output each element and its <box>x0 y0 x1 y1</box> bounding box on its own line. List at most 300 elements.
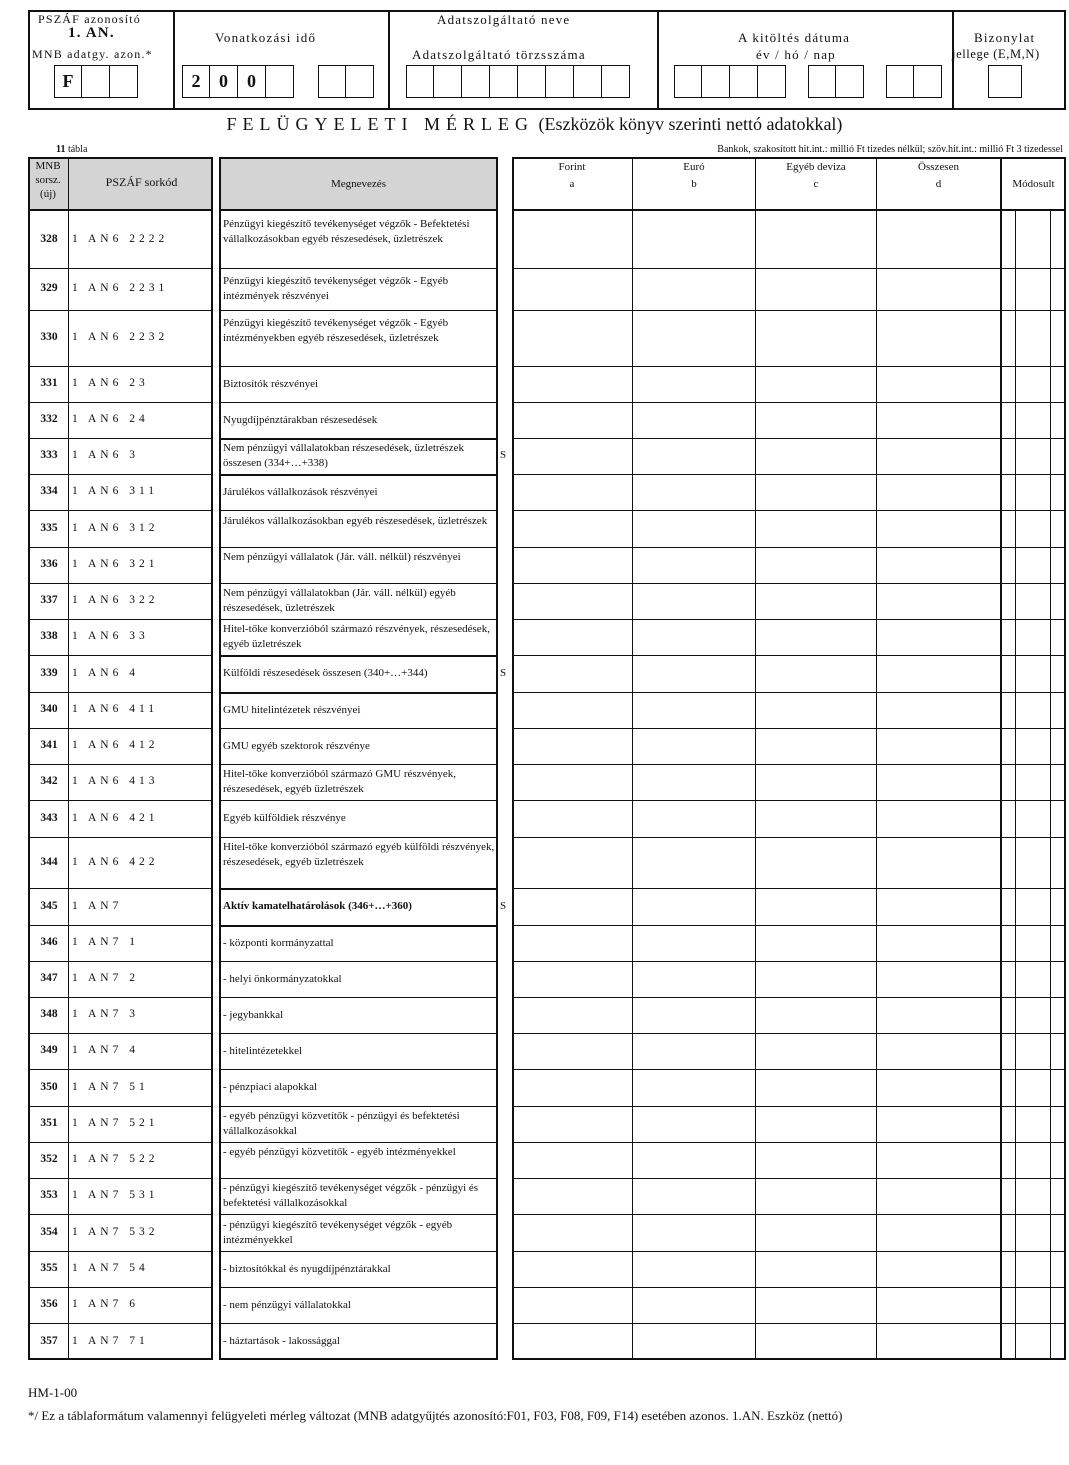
cell-modified[interactable] <box>1017 1107 1049 1141</box>
fill-date-label: A kitöltés dátuma <box>738 30 851 45</box>
cell-euro[interactable] <box>634 269 754 309</box>
cell-total[interactable] <box>878 1070 999 1105</box>
cell-euro[interactable] <box>634 729 754 763</box>
table-row <box>0 1033 1069 1069</box>
cell-forint[interactable] <box>513 765 632 799</box>
row-number: 355 <box>40 1262 58 1274</box>
provider-id-cell[interactable] <box>406 65 434 98</box>
provider-id-cell[interactable] <box>574 65 602 98</box>
row-label: - hitelintézetekkel <box>223 1044 303 1057</box>
cell-other[interactable] <box>757 548 875 582</box>
cell-forint[interactable] <box>513 584 632 618</box>
cell-total[interactable] <box>878 765 999 799</box>
row-label: - egyéb pénzügyi közvetítők - pénzügyi és befektetési vállalkozásokkal <box>223 1110 460 1137</box>
fill-date-cells-day <box>886 65 942 98</box>
row-code: 1 AN7 6 <box>72 1298 139 1310</box>
cell-forint[interactable] <box>513 656 632 691</box>
cell-other[interactable] <box>757 1034 875 1068</box>
cell-forint[interactable] <box>513 998 632 1032</box>
cell-euro[interactable] <box>634 584 754 618</box>
cell-forint[interactable] <box>513 729 632 763</box>
row-number: 328 <box>40 232 58 245</box>
table-row <box>0 1287 1069 1323</box>
cell-forint[interactable] <box>513 475 632 509</box>
row-number: 339 <box>40 666 58 679</box>
cell-modified[interactable] <box>1017 656 1049 691</box>
cell-modified[interactable] <box>1017 475 1049 509</box>
cell-euro[interactable] <box>634 511 754 546</box>
cell-euro[interactable] <box>634 475 754 509</box>
pszaf-label: PSZÁF azonosító <box>38 12 142 26</box>
cell-total[interactable] <box>878 1252 999 1286</box>
cell-total[interactable] <box>878 403 999 437</box>
cell-modified[interactable] <box>1017 367 1049 401</box>
cell-other[interactable] <box>757 1215 875 1250</box>
cell-modified[interactable] <box>1017 1324 1049 1359</box>
mnb-cell[interactable] <box>82 65 110 98</box>
row-code: 1 AN6 412 <box>72 739 159 751</box>
table-row <box>0 402 1069 438</box>
cell-total[interactable] <box>878 801 999 836</box>
fill-date-sub: év / hó / nap <box>756 47 836 62</box>
cell-other[interactable] <box>757 1070 875 1105</box>
cell-euro[interactable] <box>634 1070 754 1105</box>
row-label: - egyéb pénzügyi közvetítők - egyéb intézményekkel <box>223 1146 456 1158</box>
ref-time-cell[interactable]: 0 <box>238 65 266 98</box>
table-row <box>0 655 1069 692</box>
fill-date-cell[interactable] <box>808 65 836 98</box>
cell-euro[interactable] <box>634 548 754 582</box>
cell-forint[interactable] <box>513 367 632 401</box>
cell-forint[interactable] <box>513 1288 632 1322</box>
cell-other[interactable] <box>757 269 875 309</box>
ref-time-cell[interactable]: 2 <box>182 65 210 98</box>
cell-other[interactable] <box>757 212 875 267</box>
mnb-cell[interactable] <box>110 65 138 98</box>
header-divider <box>173 12 175 108</box>
cell-modified[interactable] <box>1017 998 1049 1032</box>
cell-forint[interactable] <box>513 403 632 437</box>
row-code: 1 AN6 24 <box>72 413 149 425</box>
fill-date-cell[interactable] <box>836 65 864 98</box>
doc-type-cell[interactable] <box>988 65 1022 98</box>
table-row <box>0 547 1069 583</box>
row-number: 331 <box>40 377 58 389</box>
col-other-sub: c <box>813 178 819 190</box>
row-label: - helyi önkormányzatokkal <box>223 972 342 985</box>
cell-total[interactable] <box>878 311 999 365</box>
cell-other[interactable] <box>757 962 875 996</box>
row-code: 1 AN6 3 <box>72 449 139 461</box>
row-number: 354 <box>40 1225 58 1238</box>
cell-other[interactable] <box>757 367 875 401</box>
cell-euro[interactable] <box>634 998 754 1032</box>
fill-date-cells-year <box>674 65 786 98</box>
cell-total[interactable] <box>878 1034 999 1068</box>
form-id: 1. AN. <box>68 25 115 41</box>
ref-time-cell[interactable] <box>266 65 294 98</box>
cell-other[interactable] <box>757 801 875 836</box>
table-row <box>0 800 1069 837</box>
cell-other[interactable] <box>757 1107 875 1141</box>
row-number: 332 <box>40 413 58 425</box>
cell-forint[interactable] <box>513 212 632 267</box>
row-label: GMU hitelintézetek részvényei <box>223 703 361 716</box>
cell-forint[interactable] <box>513 1070 632 1105</box>
cell-modified[interactable] <box>1017 889 1049 924</box>
row-number: 356 <box>40 1298 58 1310</box>
row-number: 349 <box>40 1044 58 1056</box>
cell-forint[interactable] <box>513 1252 632 1286</box>
cell-modified[interactable] <box>1017 1143 1049 1177</box>
cell-total[interactable] <box>878 962 999 996</box>
cell-modified[interactable] <box>1017 548 1049 582</box>
cell-other[interactable] <box>757 439 875 473</box>
doc-type-cells <box>988 65 1022 98</box>
row-label: GMU egyéb szektorok részvénye <box>223 739 370 752</box>
row-code: 1 AN6 422 <box>72 855 159 868</box>
table-row <box>0 268 1069 310</box>
col-name-header: Megnevezés <box>331 178 386 190</box>
row-code: 1 AN6 411 <box>72 703 159 715</box>
table-row <box>0 925 1069 961</box>
cell-forint[interactable] <box>513 1107 632 1141</box>
cell-total[interactable] <box>878 548 999 582</box>
cell-modified[interactable] <box>1017 1288 1049 1322</box>
row-number: 334 <box>40 485 58 497</box>
cell-forint[interactable] <box>513 838 632 887</box>
row-code: 1 AN6 2231 <box>72 282 169 294</box>
row-label: - központi kormányzattal <box>223 936 334 949</box>
row-label: - háztartások - lakossággal <box>223 1335 340 1347</box>
table-row <box>0 510 1069 547</box>
cell-forint[interactable] <box>513 511 632 546</box>
table-row <box>0 1106 1069 1142</box>
doc-type-sub: jellege (E,M,N) <box>952 47 1040 61</box>
sum-flag: S <box>500 899 507 912</box>
cell-euro[interactable] <box>634 1143 754 1177</box>
cell-other[interactable] <box>757 1288 875 1322</box>
cell-modified[interactable] <box>1017 838 1049 887</box>
cell-euro[interactable] <box>634 1179 754 1213</box>
cell-euro[interactable] <box>634 838 754 887</box>
cell-total[interactable] <box>878 439 999 473</box>
cell-euro[interactable] <box>634 656 754 691</box>
row-number: 352 <box>40 1153 58 1165</box>
cell-other[interactable] <box>757 998 875 1032</box>
cell-euro[interactable] <box>634 403 754 437</box>
cell-forint[interactable] <box>513 620 632 654</box>
cell-modified[interactable] <box>1017 962 1049 996</box>
cell-modified[interactable] <box>1017 311 1049 365</box>
cell-total[interactable] <box>878 511 999 546</box>
fill-date-cell[interactable] <box>886 65 914 98</box>
row-label: - jegybankkal <box>223 1008 284 1021</box>
provider-id-cells <box>406 65 630 98</box>
cell-modified[interactable] <box>1017 1179 1049 1213</box>
cell-forint[interactable] <box>513 439 632 473</box>
cell-total[interactable] <box>878 1288 999 1322</box>
units-note: Bankok, szakosított hit.int.: millió Ft tizedes nélkül; szöv.hit.int.: millió Ft 3 tizedessel <box>717 144 1063 155</box>
row-code: 1 AN7 71 <box>72 1334 149 1347</box>
cell-modified[interactable] <box>1017 439 1049 473</box>
cell-forint[interactable] <box>513 269 632 309</box>
cell-other[interactable] <box>757 1252 875 1286</box>
cell-euro[interactable] <box>634 801 754 836</box>
col-forint-header: Forint <box>558 161 586 173</box>
cell-modified[interactable] <box>1017 620 1049 654</box>
cell-euro[interactable] <box>634 1252 754 1286</box>
provider-id-cell[interactable] <box>602 65 630 98</box>
table-row <box>0 837 1069 888</box>
page-title <box>0 114 1069 135</box>
table-row <box>0 764 1069 800</box>
row-label: Hitel-tőke konverzióból származó részvények, részesedések, egyéb üzletrészek <box>223 623 490 650</box>
cell-total[interactable] <box>878 1179 999 1213</box>
row-label: Nem pénzügyi vállalatokban (Jár. váll. nélkül) egyéb részesedések, üzletrészek <box>223 587 456 614</box>
provider-id-cell[interactable] <box>434 65 462 98</box>
row-code: 1 AN7 2 <box>72 972 139 984</box>
cell-euro[interactable] <box>634 1215 754 1250</box>
cell-other[interactable] <box>757 926 875 960</box>
table-row <box>0 888 1069 925</box>
col-euro-sub: b <box>691 178 697 190</box>
cell-other[interactable] <box>757 656 875 691</box>
cell-forint[interactable] <box>513 548 632 582</box>
row-code: 1 AN7 4 <box>72 1044 139 1056</box>
fill-date-cell[interactable] <box>702 65 730 98</box>
cell-forint[interactable] <box>513 693 632 727</box>
cell-forint[interactable] <box>513 1215 632 1250</box>
cell-total[interactable] <box>878 1215 999 1250</box>
cell-other[interactable] <box>757 765 875 799</box>
cell-total[interactable] <box>878 212 999 267</box>
cell-euro[interactable] <box>634 311 754 365</box>
cell-euro[interactable] <box>634 765 754 799</box>
row-number: 330 <box>40 331 58 343</box>
mnb-label: MNB adatgy. azon.* <box>32 47 153 61</box>
cell-modified[interactable] <box>1017 765 1049 799</box>
title-sub: (Eszközök könyv szerinti nettó adatokkal) <box>538 114 843 134</box>
cell-forint[interactable] <box>513 801 632 836</box>
cell-other[interactable] <box>757 620 875 654</box>
row-number: 357 <box>40 1334 58 1347</box>
cell-other[interactable] <box>757 693 875 727</box>
mnb-id-cells <box>54 65 138 98</box>
cell-other[interactable] <box>757 403 875 437</box>
cell-modified[interactable] <box>1017 511 1049 546</box>
row-number: 342 <box>40 775 58 787</box>
fill-date-cell[interactable] <box>914 65 942 98</box>
cell-total[interactable] <box>878 838 999 887</box>
row-number: 343 <box>40 811 58 824</box>
cell-total[interactable] <box>878 1143 999 1177</box>
cell-total[interactable] <box>878 693 999 727</box>
cell-euro[interactable] <box>634 693 754 727</box>
cell-euro[interactable] <box>634 926 754 960</box>
cell-forint[interactable] <box>513 1143 632 1177</box>
row-number: 329 <box>40 282 58 294</box>
cell-euro[interactable] <box>634 1288 754 1322</box>
col-modified-header: Módosult <box>1012 178 1055 190</box>
ref-time-cell[interactable] <box>318 65 346 98</box>
table-row <box>0 1323 1069 1360</box>
row-number: 351 <box>40 1117 58 1129</box>
cell-forint[interactable] <box>513 1324 632 1359</box>
row-label: - biztosítókkal és nyugdíjpénztárakkal <box>223 1262 391 1275</box>
cell-modified[interactable] <box>1017 584 1049 618</box>
col-total-header: Összesen <box>918 161 959 173</box>
fill-date-cell[interactable] <box>758 65 786 98</box>
footer-note: */ Ez a táblaformátum valamennyi felügyeleti mérleg változat (MNB adatgyűjtés azonosító:F01, F03, F08, F09, F14) esetében azonos. 1.AN. Eszköz (nettó) <box>28 1408 843 1423</box>
table-row <box>0 692 1069 728</box>
provider-id-label: Adatszolgáltató törzsszáma <box>412 47 586 62</box>
row-label: - pénzpiaci alapokkal <box>223 1081 318 1093</box>
provider-id-cell[interactable] <box>546 65 574 98</box>
cell-total[interactable] <box>878 729 999 763</box>
cell-modified[interactable] <box>1017 1215 1049 1250</box>
cell-modified[interactable] <box>1017 403 1049 437</box>
row-label: Pénzügyi kiegészítő tevékenységet végzők - Egyéb intézmények részvényei <box>223 275 449 302</box>
cell-other[interactable] <box>757 475 875 509</box>
cell-modified[interactable] <box>1017 926 1049 960</box>
cell-euro[interactable] <box>634 1107 754 1141</box>
cell-total[interactable] <box>878 656 999 691</box>
table-row <box>0 1214 1069 1251</box>
cell-euro[interactable] <box>634 212 754 267</box>
row-number: 350 <box>40 1080 58 1093</box>
row-code: 1 AN6 33 <box>72 630 149 642</box>
cell-modified[interactable] <box>1017 269 1049 309</box>
table-row <box>0 1251 1069 1287</box>
row-number: 346 <box>40 936 58 948</box>
cell-euro[interactable] <box>634 962 754 996</box>
cell-forint[interactable] <box>513 962 632 996</box>
provider-id-cell[interactable] <box>490 65 518 98</box>
cell-total[interactable] <box>878 889 999 924</box>
table-row <box>0 997 1069 1033</box>
row-code: 1 AN6 322 <box>72 594 159 606</box>
table-row <box>0 1142 1069 1178</box>
row-label: - nem pénzügyi vállalatokkal <box>223 1298 351 1311</box>
row-code: 1 AN7 3 <box>72 1008 139 1020</box>
row-code: 1 AN6 23 <box>72 377 149 389</box>
cell-other[interactable] <box>757 1179 875 1213</box>
row-label: Hitel-tőke konverzióból származó GMU részvények, részesedések, egyéb üzletrészek <box>223 768 457 795</box>
table-row <box>0 310 1069 366</box>
cell-other[interactable] <box>757 729 875 763</box>
cell-euro[interactable] <box>634 1324 754 1359</box>
cell-euro[interactable] <box>634 439 754 473</box>
row-label: Külföldi részesedések összesen (340+…+344) <box>223 667 428 679</box>
cell-total[interactable] <box>878 1324 999 1359</box>
fill-date-cell[interactable] <box>730 65 758 98</box>
row-number: 344 <box>40 855 58 868</box>
mnb-cell[interactable]: F <box>54 65 82 98</box>
cell-other[interactable] <box>757 584 875 618</box>
fill-date-cell[interactable] <box>674 65 702 98</box>
table-row <box>0 1178 1069 1214</box>
row-code: 1 AN6 2232 <box>72 331 169 343</box>
cell-other[interactable] <box>757 1143 875 1177</box>
cell-forint[interactable] <box>513 1034 632 1068</box>
row-number: 347 <box>40 972 58 984</box>
row-label: Pénzügyi kiegészítő tevékenységet végzők - Befektetési vállalkozásokban egyéb részesedések, üzletrészek <box>223 218 470 245</box>
cell-total[interactable] <box>878 475 999 509</box>
cell-other[interactable] <box>757 838 875 887</box>
header-divider <box>388 12 390 108</box>
cell-modified[interactable] <box>1017 1070 1049 1105</box>
cell-total[interactable] <box>878 367 999 401</box>
table-no: 11 <box>56 144 66 155</box>
table-row <box>0 583 1069 619</box>
row-code: 1 AN6 311 <box>72 485 159 497</box>
cell-modified[interactable] <box>1017 1252 1049 1286</box>
ref-time-cell[interactable] <box>346 65 374 98</box>
sum-flag: S <box>500 666 507 679</box>
row-number: 341 <box>40 739 58 751</box>
row-label: Nem pénzügyi vállalatokban részesedések, üzletrészek összesen (334+…+338) <box>223 442 464 469</box>
fill-date-cells-month <box>808 65 864 98</box>
cell-modified[interactable] <box>1017 801 1049 836</box>
cell-forint[interactable] <box>513 1179 632 1213</box>
cell-other[interactable] <box>757 311 875 365</box>
row-label: Járulékos vállalkozások részvényei <box>223 485 378 498</box>
row-number: 335 <box>40 521 58 534</box>
cell-modified[interactable] <box>1017 729 1049 763</box>
row-number: 333 <box>40 449 58 461</box>
cell-euro[interactable] <box>634 367 754 401</box>
cell-forint[interactable] <box>513 926 632 960</box>
cell-total[interactable] <box>878 620 999 654</box>
doc-type-label: Bizonylat <box>974 30 1036 45</box>
cell-forint[interactable] <box>513 311 632 365</box>
row-number: 340 <box>40 703 58 715</box>
col-forint-sub: a <box>569 178 575 190</box>
cell-total[interactable] <box>878 269 999 309</box>
cell-total[interactable] <box>878 584 999 618</box>
cell-modified[interactable] <box>1017 1034 1049 1068</box>
cell-euro[interactable] <box>634 889 754 924</box>
provider-id-cell[interactable] <box>462 65 490 98</box>
cell-euro[interactable] <box>634 620 754 654</box>
row-number: 348 <box>40 1008 58 1020</box>
cell-modified[interactable] <box>1017 212 1049 267</box>
row-number: 345 <box>40 899 58 912</box>
table-number <box>56 144 87 155</box>
cell-forint[interactable] <box>513 889 632 924</box>
cell-other[interactable] <box>757 889 875 924</box>
form-code: HM-1-00 <box>28 1385 78 1400</box>
cell-modified[interactable] <box>1017 693 1049 727</box>
row-code: 1 AN7 522 <box>72 1153 159 1165</box>
cell-total[interactable] <box>878 926 999 960</box>
row-code: 1 AN6 413 <box>72 775 159 787</box>
provider-id-cell[interactable] <box>518 65 546 98</box>
cell-euro[interactable] <box>634 1034 754 1068</box>
cell-other[interactable] <box>757 511 875 546</box>
col-euro-header: Euró <box>683 161 705 173</box>
row-number: 337 <box>40 594 58 606</box>
cell-total[interactable] <box>878 1107 999 1141</box>
header-divider <box>657 12 659 108</box>
row-code: 1 AN7 521 <box>72 1117 159 1129</box>
col-code-header: PSZÁF sorkód <box>105 175 178 189</box>
row-code: 1 AN6 321 <box>72 558 159 570</box>
ref-time-cell[interactable]: 0 <box>210 65 238 98</box>
cell-total[interactable] <box>878 998 999 1032</box>
cell-other[interactable] <box>757 1324 875 1359</box>
